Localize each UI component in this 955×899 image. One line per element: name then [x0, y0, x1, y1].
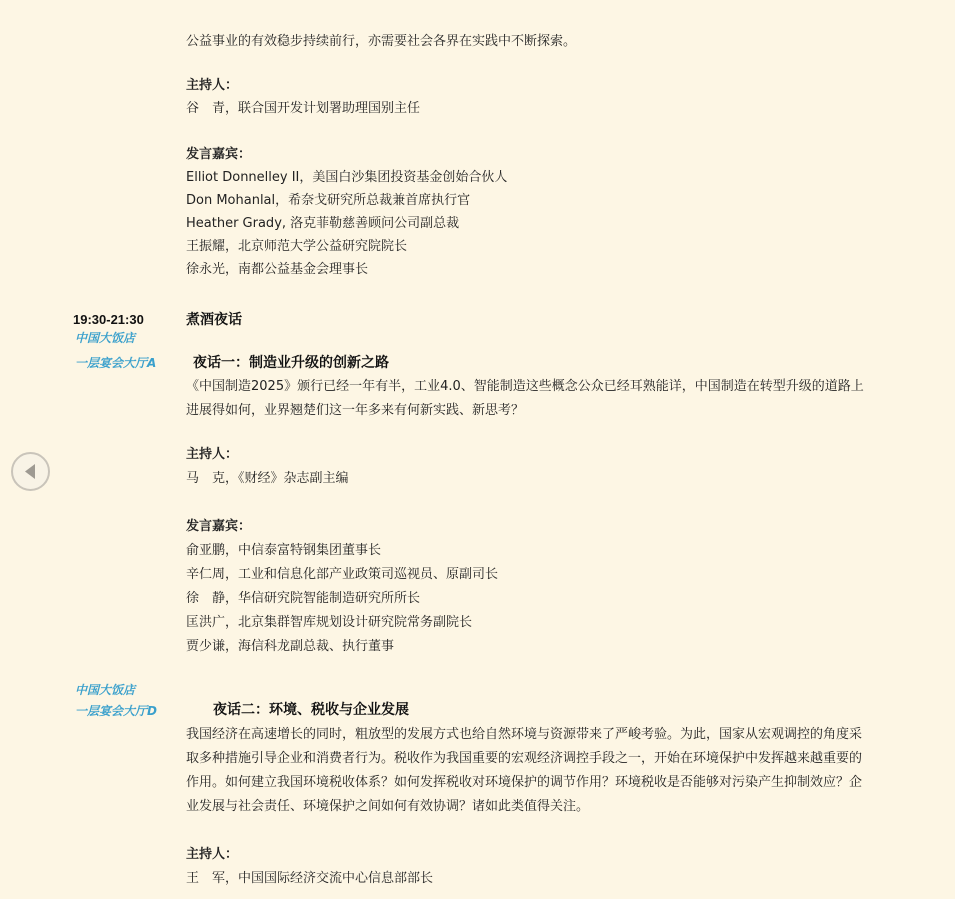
venue-hall: 一层宴会大厅A [75, 356, 157, 370]
talk-desc-line: 业发展与社会责任、环境保护之间如何有效协调？诸如此类值得关注。 [186, 799, 590, 814]
session-time: 19:30-21:30 [73, 312, 144, 327]
session-intro-text: 公益事业的有效稳步持续前行，亦需要社会各界在实践中不断探索。 [186, 34, 577, 49]
host-label: 主持人： [186, 447, 239, 462]
chevron-left-icon [13, 454, 48, 489]
speaker-item: 王振耀，北京师范大学公益研究院院长 [186, 239, 408, 254]
host-name: 王 军，中国国际经济交流中心信息部部长 [186, 871, 434, 886]
venue-name: 中国大饭店 [75, 331, 136, 345]
talk-title: 夜话二：环境、税收与企业发展 [213, 702, 409, 718]
speaker-item: 辛仁周，工业和信息化部产业政策司巡视员、原副司长 [186, 567, 499, 582]
host-name: 谷 青，联合国开发计划署助理国别主任 [186, 101, 421, 116]
session-title: 煮酒夜话 [186, 312, 242, 328]
talk-desc-line: 我国经济在高速增长的同时，粗放型的发展方式也给自然环境与资源带来了严峻考验。为此，国家从宏观调控的角度采 [186, 727, 863, 742]
speaker-item: 匡洪广，北京集群智库规划设计研究院常务副院长 [186, 615, 473, 630]
speakers-label: 发言嘉宾： [186, 519, 252, 534]
host-label: 主持人： [186, 78, 239, 93]
speaker-item: Elliot Donnelley II，美国白沙集团投资基金创始合伙人 [186, 170, 508, 185]
speaker-item: 俞亚鹏，中信泰富特钢集团董事长 [186, 543, 382, 558]
talk-title: 夜话一：制造业升级的创新之路 [193, 355, 389, 371]
talk-desc-line: 作用。如何建立我国环境税收体系？如何发挥税收对环境保护的调节作用？环境税收是否能够对污染产生抑制效应？企 [186, 775, 863, 790]
host-name: 马 克，《财经》杂志副主编 [186, 471, 349, 486]
host-label: 主持人： [186, 847, 239, 862]
venue-hall: 一层宴会大厅D [75, 704, 157, 718]
talk-desc-line: 《中国制造2025》颁行已经一年有半，工业4.0、智能制造这些概念公众已经耳熟能详，中国制造在转型升级的道路上 [186, 379, 864, 394]
speaker-item: Don Mohanlal，希奈戈研究所总裁兼首席执行官 [186, 193, 471, 208]
venue-name: 中国大饭店 [75, 683, 136, 697]
talk-desc-line: 取多种措施引导企业和消费者行为。税收作为我国重要的宏观经济调控手段之一，开始在环境保护中发挥越来越重要的 [186, 751, 863, 766]
talk-desc-line: 进展得如何，业界翘楚们这一年多来有何新实践、新思考？ [186, 403, 525, 418]
speaker-item: 贾少谦，海信科龙副总裁、执行董事 [186, 639, 395, 654]
speaker-item: 徐 静，华信研究院智能制造研究所所长 [186, 591, 421, 606]
speakers-label: 发言嘉宾： [186, 147, 252, 162]
prev-button[interactable] [11, 452, 50, 491]
speaker-item: Heather Grady, 洛克菲勒慈善顾问公司副总裁 [186, 216, 460, 231]
speaker-item: 徐永光，南都公益基金会理事长 [186, 262, 369, 277]
